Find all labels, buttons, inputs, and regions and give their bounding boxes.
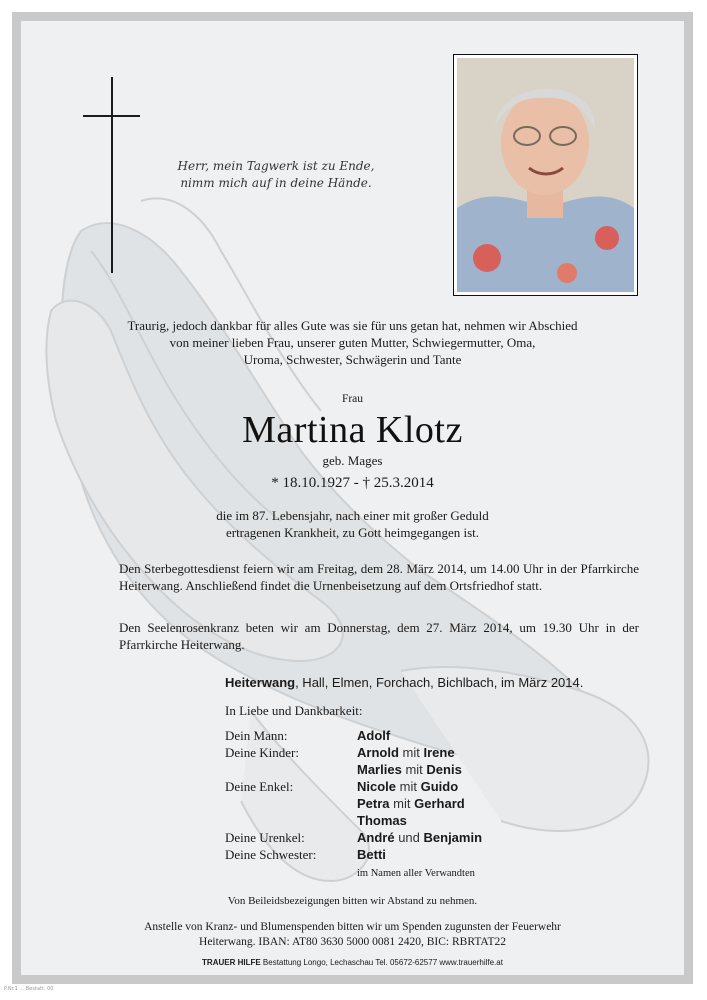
donations-note	[21, 920, 684, 950]
with-word: mit	[405, 762, 423, 777]
with-word: mit	[402, 745, 420, 760]
undertaker-footer	[21, 958, 684, 967]
parte-card	[21, 21, 684, 975]
intro-line-3: Uroma, Schwester, Schwägerin und Tante	[243, 352, 462, 367]
grandchild-entry-3	[357, 813, 407, 828]
donations-line-2: Heiterwang. IBAN: AT80 3630 5000 0081 2420, BIC: RBRTAT22	[199, 936, 506, 948]
undertaker-details: Bestattung Longo, Lechaschau Tel. 05672-62577 www.trauerhilfe.at	[260, 958, 503, 967]
sister-label: Deine Schwester:	[225, 847, 317, 862]
death-notice-line-2: ertragenen Krankheit, zu Gott heimgegangen ist.	[225, 525, 480, 540]
great-grandchildren-label: Deine Urenkel:	[225, 830, 305, 845]
grandchild-entry-1	[357, 779, 458, 794]
child-partner-name: Denis	[426, 762, 462, 777]
with-word: mit	[399, 779, 417, 794]
child-entry-1	[357, 745, 455, 760]
intro-line-1: Traurig, jedoch dankbar für alles Gute was sie für uns getan hat, nehmen wir Abschied	[127, 318, 578, 333]
sister-entry	[357, 847, 386, 862]
cross-vertical-bar	[111, 77, 113, 273]
bible-quote	[161, 158, 391, 192]
portrait-image	[457, 58, 634, 292]
great-grandchild-name: Benjamin	[423, 830, 483, 845]
child-entry-2	[357, 762, 462, 777]
donations-line-1: Anstelle von Kranz- und Blumenspenden bitten wir um Spenden zugunsten der Feuerwehr	[144, 921, 561, 933]
place-town: Heiterwang	[225, 675, 296, 690]
funeral-service-text: Den Sterbegottesdienst feiern wir am Freitag, dem 28. März 2014, um 14.00 Uhr in der Pfarrkirche Heiterwang. Anschließend findet die Urnenbeisetzung auf dem Ortsfriedhof statt.	[119, 561, 639, 593]
husband-entry	[357, 728, 390, 743]
birth-name: geb. Mages	[322, 453, 383, 468]
child-partner-name: Irene	[423, 745, 455, 760]
rosary-text: Den Seelenrosenkranz beten wir am Donnerstag, dem 27. März 2014, um 19.30 Uhr in der Pfarrkirche Heiterwang.	[119, 620, 639, 652]
cross-horizontal-bar	[83, 115, 140, 117]
deceased-name: Martina Klotz	[242, 409, 463, 451]
with-word: mit	[393, 796, 411, 811]
intro-text	[21, 317, 684, 368]
husband-name: Adolf	[357, 728, 391, 743]
death-notice-line-1: die im 87. Lebensjahr, nach einer mit großer Geduld	[216, 508, 489, 523]
portrait-photo	[453, 54, 638, 296]
grandchild-entry-2	[357, 796, 465, 811]
salutation: Frau	[341, 393, 364, 405]
child-name: Marlies	[357, 762, 402, 777]
great-grandchild-name: André	[357, 830, 395, 845]
corner-print-mark: P.Nr.1 ... Bestatt. 00	[4, 986, 54, 992]
condolences-note: Von Beileidsbezeigungen bitten wir Abstand zu nehmen.	[227, 895, 478, 907]
grandchildren-label: Deine Enkel:	[225, 779, 294, 794]
place-rest: , Hall, Elmen, Forchach, Bichlbach, im März 2014.	[295, 675, 584, 690]
grandchild-name: Thomas	[357, 813, 407, 828]
grandchild-name: Nicole	[357, 779, 397, 794]
life-dates: * 18.10.1927 - † 25.3.2014	[271, 475, 434, 491]
all-relatives-note: im Namen aller Verwandten	[357, 868, 475, 879]
death-notice	[21, 507, 684, 541]
intro-line-2: von meiner lieben Frau, unserer guten Mutter, Schwiegermutter, Oma,	[169, 335, 536, 350]
praying-hands-illustration	[21, 191, 684, 891]
children-label: Deine Kinder:	[225, 745, 300, 760]
in-love-heading: In Liebe und Dankbarkeit:	[225, 703, 363, 718]
child-name: Arnold	[357, 745, 399, 760]
great-grandchild-entry	[357, 830, 482, 845]
grandchild-partner-name: Guido	[420, 779, 459, 794]
and-word: und	[398, 830, 420, 845]
grandchild-name: Petra	[357, 796, 390, 811]
husband-label: Dein Mann:	[225, 728, 288, 743]
undertaker-brand: TRAUER HILFE	[202, 958, 261, 967]
sister-name: Betti	[357, 847, 386, 862]
grandchild-partner-name: Gerhard	[414, 796, 465, 811]
quote-line-2: nimm mich auf in deine Hände.	[180, 176, 372, 190]
place-and-date	[225, 675, 583, 690]
quote-line-1: Herr, mein Tagwerk ist zu Ende,	[177, 159, 375, 173]
